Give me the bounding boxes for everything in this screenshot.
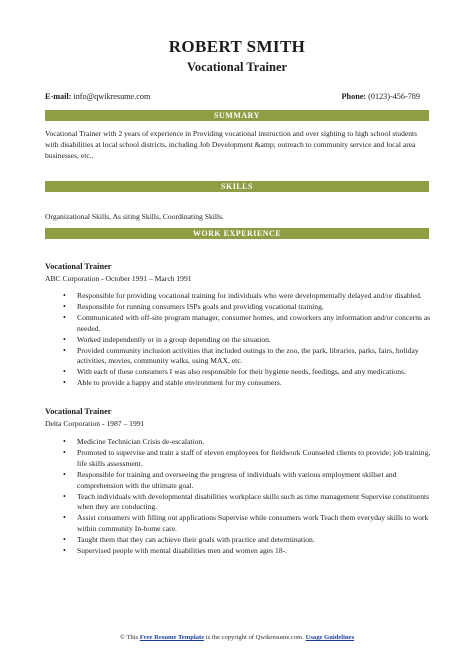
summary-text: Vocational Trainer with 2 years of experience in Providing vocational instruction and over sighting to high school students with disabilities at local school districts, including Job Development &amp; outreach to community service and local area businesses, etc.. [45, 129, 418, 160]
list-item: • Worked independently or in a group depending on the situation. [63, 335, 433, 346]
list-item: • Taught them that they can achieve their goals with practice and determination. [63, 535, 433, 546]
list-item: • Medicine Technician Crisis de-escalation. [63, 437, 433, 448]
list-item: • Promoted to supervise and train a staff of eleven employees for fieldwork Counseled clients to provide; job training, life skills assessment. [63, 448, 433, 470]
skills-text: Organizational Skills, As siting Skills, Coordinating Skills. [45, 212, 224, 221]
skills-heading: SKILLS [45, 181, 429, 192]
list-item: • Supervised people with mental disabilities men and women ages 18-. [63, 546, 433, 557]
free-resume-template-link[interactable]: Free Resume Template [139, 634, 205, 641]
phone-label: Phone: [341, 92, 367, 101]
footer-copyright: © This [119, 634, 139, 641]
job-title: Vocational Trainer [45, 407, 112, 416]
email-block [45, 92, 150, 101]
email-label: E-mail: [45, 92, 72, 101]
job-company-dates: Delta Corporation - 1987 – 1991 [45, 419, 145, 428]
phone-value: (0123)-456-789 [368, 92, 420, 101]
job-company-dates: ABC Corporation - October 1991 – March 1991 [45, 274, 192, 283]
phone-block [342, 92, 420, 101]
summary-heading: SUMMARY [45, 110, 429, 121]
list-item: • Provided community inclusion activities that included outings to the zoo, the park, libraries, parks, fairs, holiday activities, movies, community walks, using MAX, etc. [63, 346, 433, 368]
email-value[interactable]: info@qwikresume.com [73, 92, 151, 101]
job-duties-list [63, 291, 433, 389]
list-item: • Responsible for running consumers ISPs goals and providing vocational training. [63, 302, 433, 313]
work-experience-heading: WORK EXPERIENCE [45, 228, 429, 239]
footer [0, 634, 474, 641]
list-item: • Able to provide a happy and stable environment for my consumers. [63, 378, 433, 389]
footer-copyright-text: is the copyright of Qwikresume.com. [205, 634, 304, 641]
list-item: • Responsible for training and overseeing the progress of individuals with various employment skillset and comprehension with the ultimate goal. [63, 470, 433, 492]
list-item: • Assist consumers with filling out applications Supervise while consumers work Teach them everyday skills to work within community In-home care. [63, 513, 433, 535]
list-item: • With each of these consumers I was also responsible for their hygiene needs, feedings, and any medications. [63, 367, 433, 378]
candidate-role: Vocational Trainer [186, 60, 288, 74]
list-item: • Teach individuals with developmental disabilities workplace skills such as time management Supervise constituents when they are conducting. [63, 492, 433, 514]
list-item: • Communicated with off-site program manager, consumer homes, and coworkers any information and/or concerns as needed. [63, 313, 433, 335]
job-duties-list [63, 437, 433, 557]
list-item: • Responsible for providing vocational training for individuals who were developmentally delayed and/or disabled. [63, 291, 433, 302]
job-title: Vocational Trainer [45, 262, 112, 271]
candidate-name: ROBERT SMITH [168, 37, 306, 56]
usage-guidelines-link[interactable]: Usage Guidelines [305, 634, 355, 641]
